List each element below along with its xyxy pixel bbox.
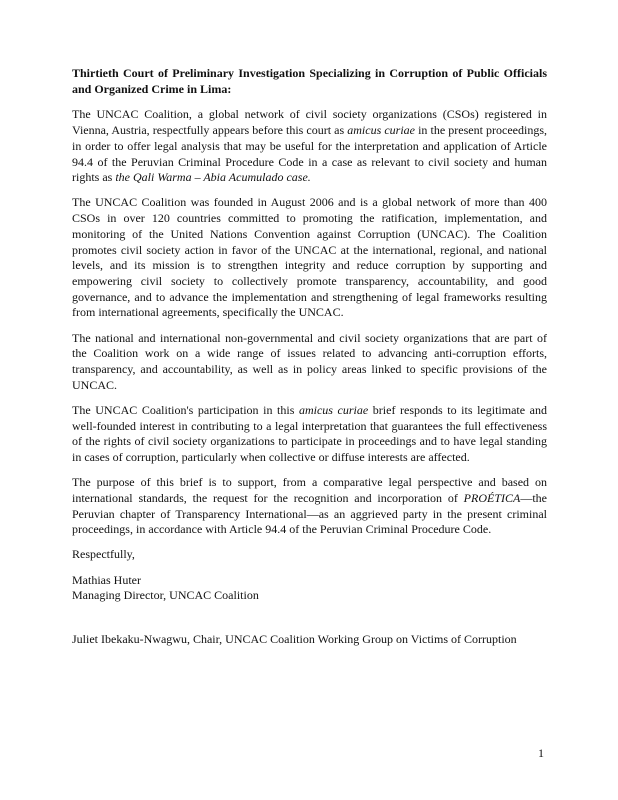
page-number: 1 xyxy=(538,746,544,760)
signature-block xyxy=(72,573,547,604)
closing-salutation: Respectfully, xyxy=(72,547,135,562)
paragraph-uncac-founding: The UNCAC Coalition was founded in August 2006 and is a global network of more than 400 CSOs in over 120 countries committed to promoting the ratification, implementation, and monitoring of the United Nations Convention against Corruption (UNCAC). The Coalition promotes civil society action in favor of the UNCAC at the international, regional, and national levels, and its mission is to strengthen integrity and reduce corruption by supporting and empowering civil society to collectively promote transparency, accountability, and good governance, and to advance the implementation and strengthening of legal frameworks resulting from international agreements, specifically the UNCAC. xyxy=(72,195,547,320)
paragraph-brief-purpose: The purpose of this brief is to support, from a comparative legal perspective and based on international standards, the request for the recognition and incorporation of PROÉTICA—the Peruvian chapter of Transparency International—as an aggrieved party in the present criminal proceedings, in accordance with Article 94.4 of the Peruvian Criminal Procedure Code. xyxy=(72,475,547,537)
document-heading: Thirtieth Court of Preliminary Investigation Specializing in Corruption of Public Officials and Organized Crime in Lima: xyxy=(72,66,547,96)
signature-title: Managing Director, UNCAC Coalition xyxy=(72,588,259,603)
second-signatory: Juliet Ibekaku-Nwagwu, Chair, UNCAC Coalition Working Group on Victims of Corruption xyxy=(72,632,517,647)
document-content xyxy=(72,66,547,648)
signature-name: Mathias Huter xyxy=(72,572,141,587)
paragraph-uncac-intro: The UNCAC Coalition, a global network of civil society organizations (CSOs) registered in Vienna, Austria, respectfully appears before this court as amicus curiae in the present proceedings, in order to offer legal analysis that may be useful for the interpretation and application of Article 94.4 of the Peruvian Criminal Procedure Code in a case as relevant to civil society and human rights as the Qali Warma – Abia Acumulado case. xyxy=(72,107,547,185)
paragraph-coalition-members: The national and international non-governmental and civil society organizations that are part of the Coalition work on a wide range of issues related to advancing anti-corruption efforts, transparency, and accountability, as well as in policy areas linked to specific provisions of the UNCAC. xyxy=(72,330,547,392)
paragraph-participation-interest: The UNCAC Coalition's participation in this amicus curiae brief responds to its legitimate and well-founded interest in contributing to a legal interpretation that guarantees the full effectiveness of the rights of civil society organizations to participate in proceedings and to have legal standing in cases of corruption, particularly when collective or diffuse interests are affected. xyxy=(72,402,547,464)
